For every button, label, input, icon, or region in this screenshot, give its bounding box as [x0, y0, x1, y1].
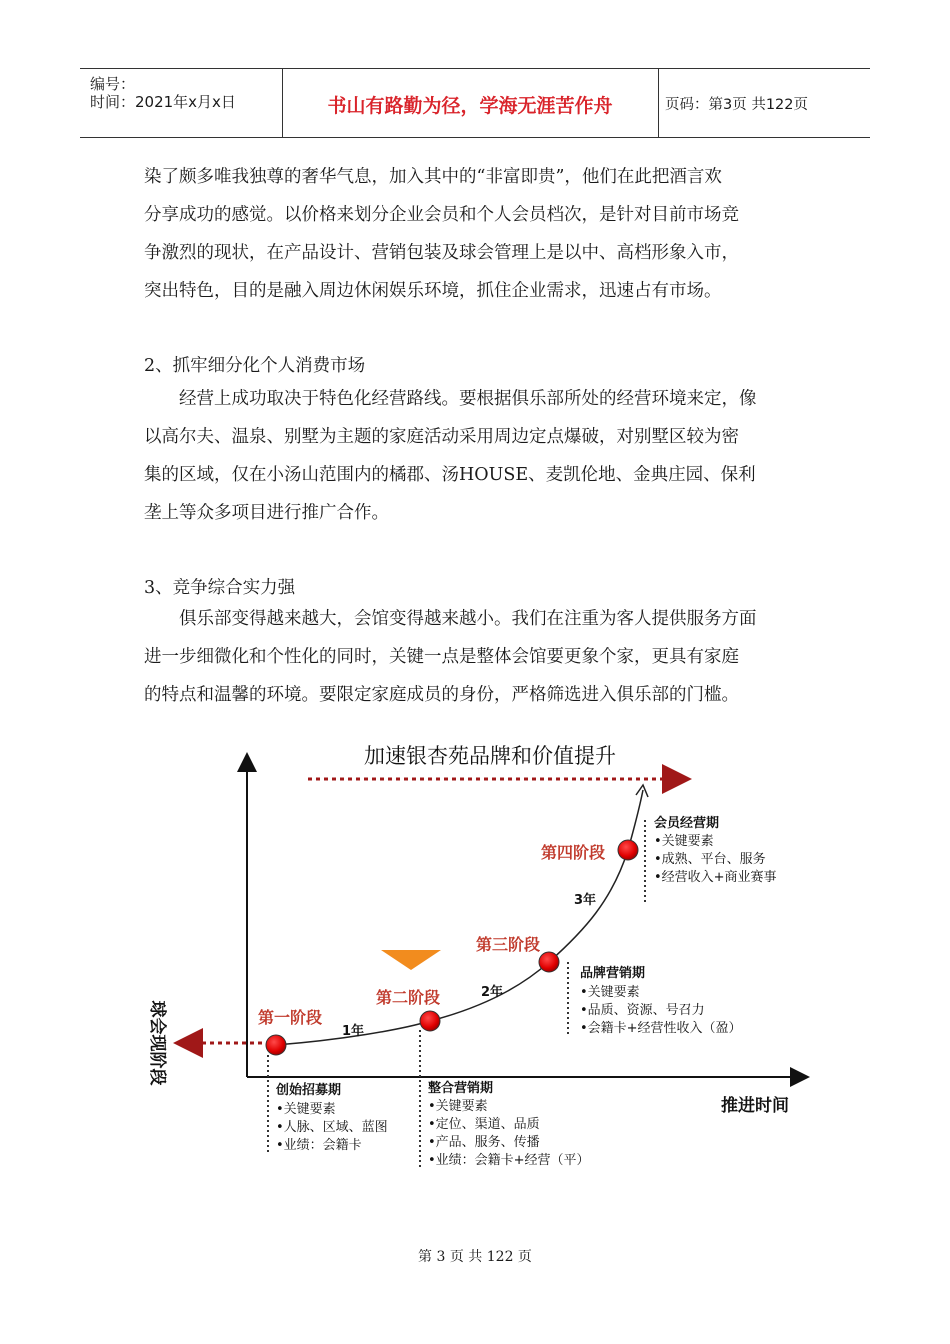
- stage-2-bullet: •业绩：会籍卡+经营（平）: [428, 1153, 590, 1168]
- y-axis-label-text: 球会现阶段: [147, 1000, 167, 1086]
- page-info: 页码：第3页 共122页: [665, 97, 809, 113]
- stage-1-dot: [266, 1035, 286, 1055]
- x-axis-label: 推进时间: [721, 1096, 789, 1116]
- text-line: 以高尔夫、温泉、别墅为主题的家庭活动采用周边定点爆破，对别墅区较为密: [144, 427, 739, 447]
- diagram-top-title: 加速银杏苑品牌和价值提升: [364, 744, 616, 768]
- stage-2-bullet: •产品、服务、传播: [428, 1135, 540, 1150]
- paragraph-1: [144, 158, 809, 310]
- heading-3: 3、竞争综合实力强: [144, 578, 296, 598]
- stage-4-name: 第四阶段: [541, 843, 606, 862]
- stage-2-dot: [420, 1011, 440, 1031]
- text-line: 进一步细微化和个性化的同时，关键一点是整体会馆要更象个家，更具有家庭: [144, 647, 739, 667]
- duration-1: 1年: [342, 1024, 365, 1039]
- stage-2-details: [428, 1080, 590, 1168]
- paragraph-3: [144, 600, 809, 714]
- stage-4-details: [654, 815, 777, 885]
- stage-4-bullet: •成熟、平台、服务: [654, 852, 766, 867]
- text-line: 染了颇多唯我独尊的奢华气息，加入其中的“非富即贵”，他们在此把酒言欢: [144, 167, 722, 187]
- stage-3-details: [580, 965, 742, 1036]
- stage-1-bullet: •关键要素: [276, 1102, 336, 1117]
- text-line: 俱乐部变得越来越大，会馆变得越来越小。我们在注重为客人提供服务方面: [179, 609, 757, 629]
- stage-4-bullet: •经营收入+商业赛事: [654, 870, 777, 885]
- stage-2-bullet: •关键要素: [428, 1099, 488, 1114]
- stage-2-title: 整合营销期: [428, 1081, 494, 1096]
- stage-diagram: [0, 720, 950, 1200]
- number-label: 编号：: [90, 75, 136, 93]
- text-line: 集的区域，仅在小汤山范围内的橘郡、汤HOUSE、麦凯伦地、金典庄园、保利: [144, 465, 756, 485]
- current-stage-marker: [381, 950, 441, 970]
- text-line: 的特点和温馨的环境。要限定家庭成员的身份，严格筛选进入俱乐部的门槛。: [144, 685, 739, 705]
- page-footer: 第 3 页 共 122 页: [418, 1249, 532, 1265]
- y-axis-label: [147, 1001, 168, 1086]
- paragraph-2: [144, 380, 809, 532]
- stage-3-bullet: •关键要素: [580, 985, 640, 1000]
- text-line: 分享成功的感觉。以价格来划分企业会员和个人会员档次，是针对目前市场竞: [144, 205, 739, 225]
- header-motto-cell: [282, 69, 659, 137]
- header-motto: 书山有路勤为径，学海无涯苦作舟: [327, 95, 613, 117]
- stage-1-bullet: •人脉、区域、蓝图: [276, 1120, 388, 1135]
- text-line: 垄上等众多项目进行推广合作。: [144, 503, 389, 523]
- stage-4-title: 会员经营期: [654, 816, 720, 831]
- text-line: 突出特色，目的是融入周边休闲娱乐环境，抓住企业需求，迅速占有市场。: [144, 281, 722, 301]
- stage-1-details: [275, 1082, 388, 1153]
- duration-3: 3年: [574, 893, 597, 908]
- stage-3-title: 品牌营销期: [580, 966, 646, 981]
- stage-3-bullet: •品质、资源、号召力: [580, 1003, 705, 1018]
- text-line: 争激烈的现状，在产品设计、营销包装及球会管理上是以中、高档形象入市，: [144, 243, 739, 263]
- stage-3-dot: [539, 952, 559, 972]
- header-meta: [80, 69, 283, 137]
- stage-3-bullet: •会籍卡+经营性收入（盈）: [580, 1021, 742, 1036]
- page-header: [80, 68, 870, 138]
- stage-2-bullet: •定位、渠道、品质: [428, 1117, 540, 1132]
- heading-2: 2、抓牢细分化个人消费市场: [144, 356, 366, 376]
- stage-1-name: 第一阶段: [258, 1008, 323, 1027]
- stage-4-bullet: •关键要素: [654, 834, 714, 849]
- stage-4-dot: [618, 840, 638, 860]
- duration-2: 2年: [481, 985, 504, 1000]
- stage-3-name: 第三阶段: [476, 935, 541, 954]
- stage-2-name: 第二阶段: [376, 988, 441, 1007]
- stage-1-bullet: •业绩：会籍卡: [276, 1138, 362, 1153]
- date-label: 时间：2021年x月x日: [90, 93, 236, 111]
- stage-1-title: 创始招募期: [276, 1083, 342, 1098]
- text-line: 经营上成功取决于特色化经营路线。要根据俱乐部所处的经营环境来定，像: [179, 389, 757, 409]
